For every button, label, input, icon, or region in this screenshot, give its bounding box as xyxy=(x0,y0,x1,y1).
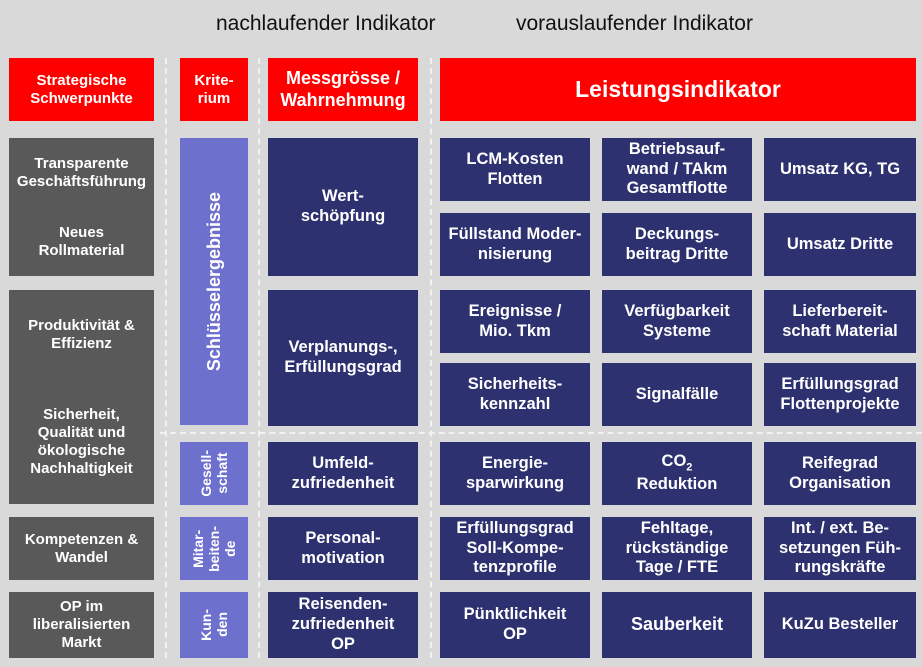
indicator-item: Signalfälle xyxy=(602,363,752,426)
indicator-item: Lieferbereit- schaft Material xyxy=(764,290,916,353)
co2-subscript: 2 xyxy=(686,461,693,474)
indicator-item: Ereignisse / Mio. Tkm xyxy=(440,290,590,353)
indicator-item: Energie- sparwirkung xyxy=(440,442,590,505)
indicator-item: Fehltage, rückständige Tage / FTE xyxy=(602,517,752,580)
indicator-item: Pünktlichkeit OP xyxy=(440,592,590,658)
measure-item: Umfeld- zufriedenheit xyxy=(268,442,418,505)
criterion-label: Mitar- beiten- de xyxy=(189,525,239,572)
criterion-header: Krite- rium xyxy=(180,58,248,121)
strategic-item: Produktivität & Effizienz xyxy=(28,316,135,352)
indicator-item: Reifegrad Organisation xyxy=(764,442,916,505)
lagging-indicator-label: nachlaufender Indikator xyxy=(216,12,436,35)
measure-item: Personal- motivation xyxy=(268,517,418,580)
criterion-employees xyxy=(180,517,248,580)
strategic-item: Kompetenzen & Wandel xyxy=(9,517,154,580)
indicator-item: Deckungs- beitrag Dritte xyxy=(602,213,752,276)
indicator-item: Sauberkeit xyxy=(602,592,752,658)
criterion-society xyxy=(180,442,248,505)
separator-line xyxy=(160,432,922,434)
indicator-item: Sicherheits- kennzahl xyxy=(440,363,590,426)
indicator-item: KuZu Besteller xyxy=(764,592,916,658)
criterion-label: Kun- den xyxy=(197,609,230,641)
criterion-label: Gesell- schaft xyxy=(197,450,230,497)
criterion-customers xyxy=(180,592,248,658)
indicator-item: LCM-Kosten Flotten xyxy=(440,138,590,201)
leading-indicator-label: vorauslaufender Indikator xyxy=(516,12,753,35)
co2-label: CO xyxy=(661,452,687,471)
strategic-item: OP im liberalisierten Markt xyxy=(9,592,154,658)
strategic-group-1 xyxy=(9,138,154,276)
indicator-header: Leistungsindikator xyxy=(440,58,916,121)
measure-item: Wert- schöpfung xyxy=(268,138,418,276)
strategic-item: Transparente Geschäftsführung xyxy=(16,154,147,190)
separator-line xyxy=(258,58,260,658)
separator-line xyxy=(430,58,432,658)
indicator-item-co2 xyxy=(602,442,752,505)
indicator-item: Erfüllungsgrad Flottenprojekte xyxy=(764,363,916,426)
co2-reduction: Reduktion xyxy=(636,474,718,493)
indicator-item: Betriebsauf- wand / TAkm Gesamtflotte xyxy=(602,138,752,201)
indicator-item: Int. / ext. Be- setzungen Füh- rungskräfte xyxy=(764,517,916,580)
strategic-group-2 xyxy=(9,290,154,504)
indicator-item: Umsatz Dritte xyxy=(764,213,916,276)
indicator-item: Verfügbarkeit Systeme xyxy=(602,290,752,353)
strategic-header: Strategische Schwerpunkte xyxy=(9,58,154,121)
strategic-item: Sicherheit, Qualität und ökologische Nachhaltigkeit xyxy=(30,405,133,477)
criterion-key-results xyxy=(180,138,248,425)
separator-line xyxy=(165,58,167,658)
indicator-item: Füllstand Moder- nisierung xyxy=(440,213,590,276)
measure-item: Verplanungs-, Erfüllungsgrad xyxy=(268,290,418,426)
measure-header: Messgrösse / Wahrnehmung xyxy=(268,58,418,121)
measure-item: Reisenden- zufriedenheit OP xyxy=(268,592,418,658)
strategic-item: Neues Rollmaterial xyxy=(38,223,125,259)
indicator-item: Umsatz KG, TG xyxy=(764,138,916,201)
criterion-label: Schlüsselergebnisse xyxy=(203,191,224,372)
indicator-item: Erfüllungsgrad Soll-Kompe- tenzprofile xyxy=(440,517,590,580)
